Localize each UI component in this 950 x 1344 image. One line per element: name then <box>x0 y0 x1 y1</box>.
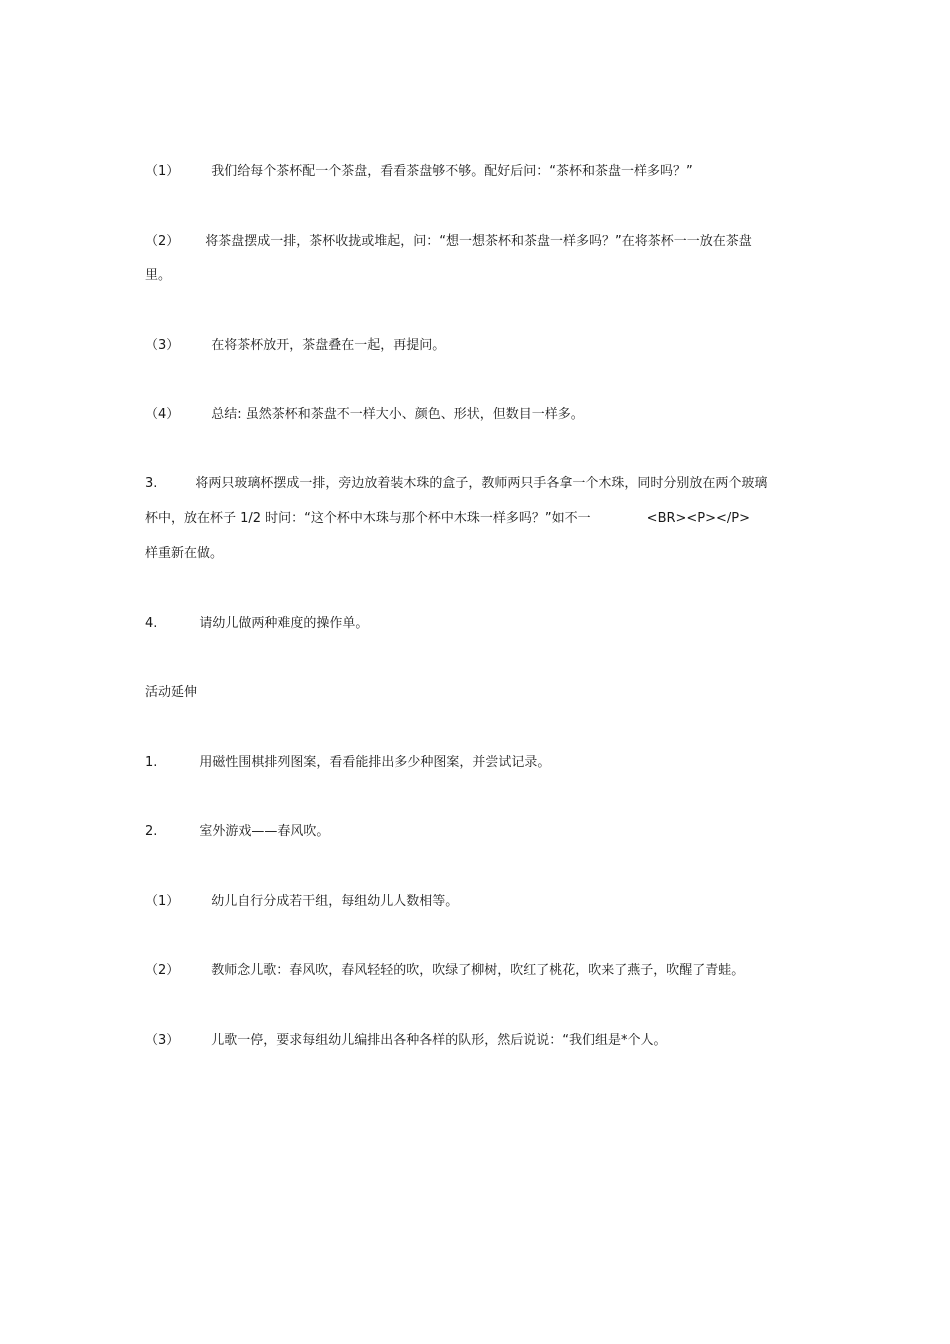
extension-sub-3 <box>145 1024 810 1058</box>
item-text: 室外游戏——春风吹。 <box>199 824 330 839</box>
paragraph-sub-2a <box>145 225 810 259</box>
paragraph-3-continuation <box>145 502 810 536</box>
paragraph-sub-4a <box>145 398 810 432</box>
item-text: 在将茶杯放开，茶盘叠在一起，再提问。 <box>211 338 446 353</box>
item-number: （1） <box>145 894 180 909</box>
paragraph-sub-3a <box>145 329 810 363</box>
item-text-continuation: 样重新在做。 <box>145 546 224 561</box>
item-number: 3. <box>145 476 158 491</box>
paragraph-3-continuation-2 <box>145 537 810 571</box>
item-text-continuation: 里。 <box>145 268 172 283</box>
extension-sub-2 <box>145 954 810 988</box>
html-tag-text: <BR><P></P> <box>646 511 751 526</box>
section-heading <box>145 676 810 710</box>
item-number: （2） <box>145 234 180 249</box>
item-text: 总结: 虽然茶杯和茶盘不一样大小、颜色、形状，但数目一样多。 <box>211 407 584 422</box>
paragraph-sub-2a-continuation <box>145 259 810 293</box>
item-text: 我们给每个茶杯配一个茶盘，看看茶盘够不够。配好后问：“茶杯和茶盘一样多吗？” <box>211 164 693 179</box>
item-text-continuation: 杯中，放在杯子 1/2 时问：“这个杯中木珠与那个杯中木珠一样多吗？”如不一 <box>145 511 591 526</box>
item-text: 幼儿自行分成若干组，每组幼儿人数相等。 <box>211 894 459 909</box>
extension-sub-1 <box>145 885 810 919</box>
item-number: （4） <box>145 407 180 422</box>
item-number: 4. <box>145 616 158 631</box>
extension-item-1 <box>145 746 810 780</box>
item-number: （2） <box>145 963 180 978</box>
item-number: （3） <box>145 338 180 353</box>
extension-item-2 <box>145 815 810 849</box>
paragraph-4 <box>145 607 810 641</box>
item-number: （1） <box>145 164 180 179</box>
item-text: 儿歌一停，要求每组幼儿编排出各种各样的队形，然后说说：“我们组是*个人。 <box>211 1033 667 1048</box>
paragraph-sub-1a <box>145 155 810 189</box>
paragraph-3 <box>145 467 810 501</box>
item-number: 1. <box>145 755 158 770</box>
item-text: 将两只玻璃杯摆成一排，旁边放着装木珠的盒子，教师两只手各拿一个木珠，同时分别放在两个玻璃 <box>195 476 768 491</box>
item-number: （3） <box>145 1033 180 1048</box>
item-number: 2. <box>145 824 158 839</box>
heading-text: 活动延伸 <box>145 685 198 700</box>
item-text: 教师念儿歌：春风吹，春风轻轻的吹，吹绿了柳树，吹红了桃花，吹来了燕子，吹醒了青蛙。 <box>211 963 745 978</box>
item-text: 用磁性围棋排列图案，看看能排出多少种图案，并尝试记录。 <box>199 755 551 770</box>
item-text: 请幼儿做两种难度的操作单。 <box>199 616 369 631</box>
item-text: 将茶盘摆成一排，茶杯收拢或堆起，问：“想一想茶杯和茶盘一样多吗？”在将茶杯一一放在茶盘 <box>205 234 752 249</box>
